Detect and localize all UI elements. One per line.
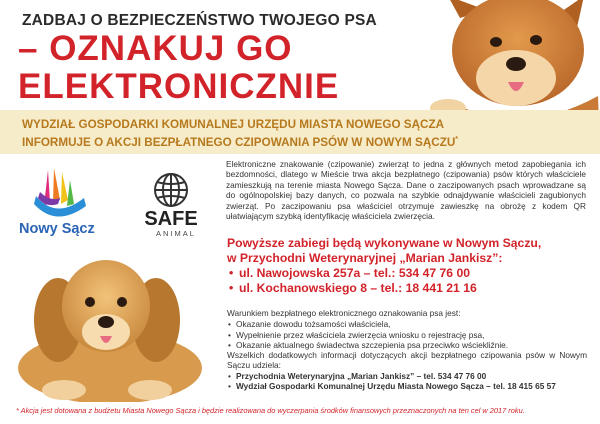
conditions-item: • Wypełnienie przez właściciela zwierzęcia wniosku o rejestrację psa, [227,330,587,340]
band-line-1: WYDZIAŁ GOSPODARKI KOMUNALNEJ URZĘDU MIASTA NOWEGO SĄCZA [22,118,445,131]
dog-photo-bottom [0,250,222,402]
more-info [227,350,587,392]
contact-item: • Przychodnia Weterynaryjna „Marian Jankisz” – tel. 534 47 76 00 [227,371,587,381]
band-line-2 [22,132,458,150]
clinic-address-item: • ul. Kochanowskiego 8 – tel.: 18 441 21 16 [227,281,587,296]
clinic-info-line-2: w Przychodni Weterynaryjnej „Marian Jankisz”: [227,251,503,265]
safe-logo-text: SAFE [144,208,198,230]
conditions-title: Warunkiem bezpłatnego elektronicznego oznakowania psa jest: [227,308,461,318]
contact-item: • Wydział Gospodarki Komunalnej Urzędu Miasta Nowego Sącza – tel. 18 415 65 57 [227,381,587,391]
conditions-item: • Okazanie aktualnego świadectwa szczepienia psa przeciwko wściekliźnie. [227,340,587,350]
conditions [227,308,587,351]
clinic-info [227,236,587,296]
band-footnote-mark: * [455,136,459,143]
nowy-sacz-logo-label: Nowy Sącz [19,221,95,237]
headline-main-1: – OZNAKUJ GO [18,29,293,68]
more-info-text: Wszelkich dodatkowych informacji dotyczących akcji bezpłatnego czipowania psów w Nowym Sączu udziela: [227,350,587,371]
safe-animal-logo [122,170,220,242]
band-line-2-text: INFORMUJE O AKCJI BEZPŁATNEGO CZIPOWANIA PSÓW W NOWYM SĄCZU [22,135,456,149]
band-text [22,117,458,150]
clinic-address-item: • ul. Nawojowska 257a – tel.: 534 47 76 00 [227,266,587,281]
footnote: * Akcja jest dotowana z budżetu Miasta Nowego Sącza i będzie realizowana do wyczerpania środków finansowych przeznaczonych na ten cel w 2017 roku. [16,406,525,415]
headline-main-2: ELEKTRONICZNIE [18,67,340,106]
clinic-info-line-1: Powyższe zabiegi będą wykonywane w Nowym Sączu, [227,236,542,250]
intro-paragraph: Elektroniczne znakowanie (czipowanie) zwierząt to jedna z głównych metod zapobiegania ich bezdomności, dlatego w Mieście trwa akcja bezpłatnego (czipowania) psów których właściciele zamieszkują na terenie miasta Nowego Sącza. Dane o zaczipowanych psach wprowadzane są do ogólnopolskiej bazy danych, co pozwala na szybkie odnajdywanie właścicieli zagubionych zwierząt. Po zaczipowaniu psa właściciel otrzymuje zawieszkę na obrożę z kodem QR ułatwiającym szybką identyfikację właściciela zwierzęcia. [226,159,586,222]
headline-top: ZADBAJ O BEZPIECZEŃSTWO TWOJEGO PSA [22,12,377,29]
safe-logo-subtext: ANIMAL [156,229,196,238]
conditions-item: • Okazanie dowodu tożsamości właściciela, [227,319,587,329]
